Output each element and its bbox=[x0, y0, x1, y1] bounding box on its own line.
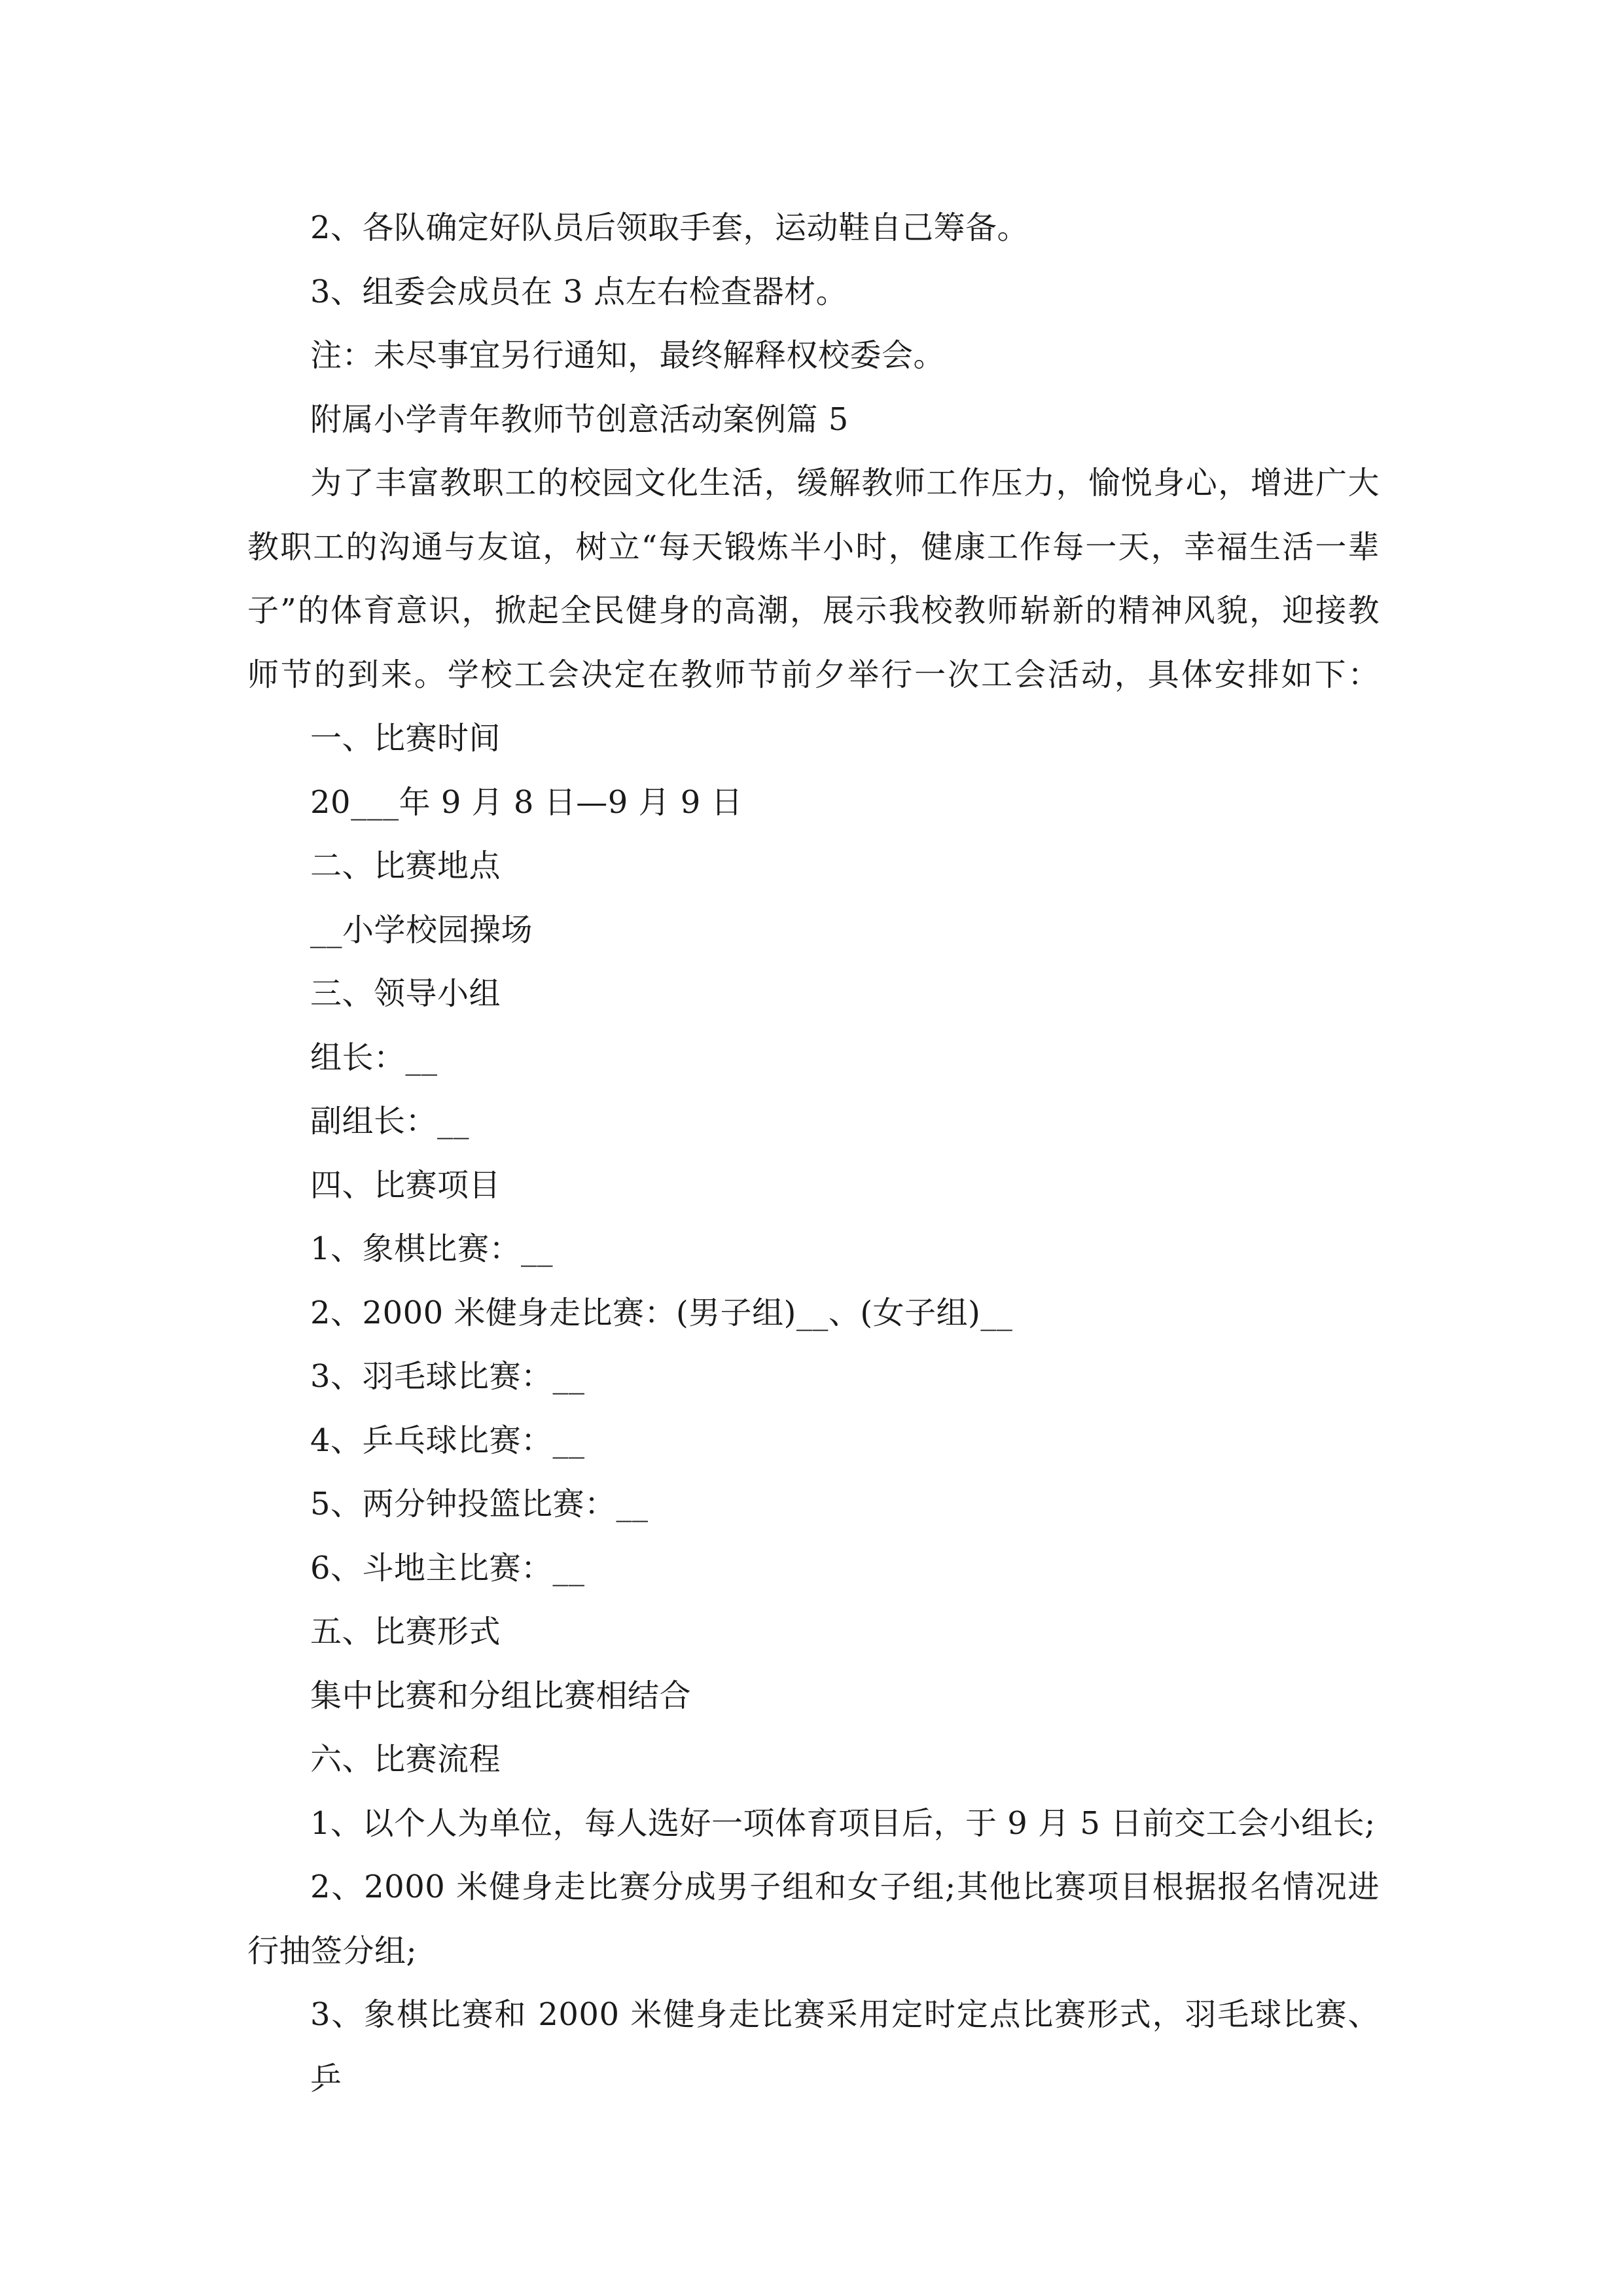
document-body bbox=[247, 196, 1380, 2097]
text-line: 3、羽毛球比赛：__ bbox=[310, 1358, 585, 1395]
text-line: 三、领导小组 bbox=[310, 975, 501, 1012]
text-line: 六、比赛流程 bbox=[310, 1741, 501, 1778]
text-line: 2、各队确定好队员后领取手套，运动鞋自己筹备。 bbox=[310, 209, 1029, 246]
text-line: 1、象棋比赛：__ bbox=[310, 1230, 554, 1267]
text-line: 二、比赛地点 bbox=[310, 848, 501, 884]
text-line: 教职工的沟通与友谊，树立“每天锻炼半小时，健康工作每一天，幸福生活一辈 bbox=[247, 528, 1380, 565]
text-line: 6、斗地主比赛：__ bbox=[310, 1549, 585, 1587]
text-line: 4、乒乓球比赛：__ bbox=[310, 1422, 585, 1459]
text-line: 附属小学青年教师节创意活动案例篇 5 bbox=[310, 401, 849, 438]
text-line: 五、比赛形式 bbox=[310, 1613, 501, 1650]
text-line: 3、象棋比赛和 2000 米健身走比赛采用定时定点比赛形式，羽毛球比赛、乒 bbox=[310, 1996, 1380, 2097]
text-line: 为了丰富教职工的校园文化生活，缓解教师工作压力，愉悦身心，增进广大 bbox=[310, 465, 1380, 501]
text-line: 组长：__ bbox=[310, 1039, 438, 1076]
text-line: 师节的到来。学校工会决定在教师节前夕举行一次工会活动，具体安排如下： bbox=[247, 656, 1380, 693]
text-line: 集中比赛和分组比赛相结合 bbox=[310, 1677, 692, 1714]
text-line: 副组长：__ bbox=[310, 1103, 470, 1139]
text-line: 注：未尽事宜另行通知，最终解释权校委会。 bbox=[310, 337, 946, 374]
text-line: 2、2000 米健身走比赛分成男子组和女子组;其他比赛项目根据报名情况进 bbox=[310, 1869, 1380, 1905]
text-line: 一、比赛时间 bbox=[310, 720, 501, 757]
text-line: 行抽签分组; bbox=[247, 1932, 418, 1969]
text-line: 2、2000 米健身走比赛：(男子组)__、(女子组)__ bbox=[310, 1294, 1013, 1331]
text-line: 5、两分钟投篮比赛：__ bbox=[310, 1486, 649, 1522]
text-line: 1、以个人为单位，每人选好一项体育项目后，于 9 月 5 日前交工会小组长; bbox=[310, 1804, 1376, 1842]
text-line: 3、组委会成员在 3 点左右检查器材。 bbox=[310, 273, 848, 310]
text-line: __小学校园操场 bbox=[310, 911, 533, 948]
text-line: 子”的体育意识，掀起全民健身的高潮，展示我校教师崭新的精神风貌，迎接教 bbox=[247, 592, 1380, 629]
text-line: 20___年 9 月 8 日—9 月 9 日 bbox=[310, 783, 743, 821]
text-line: 四、比赛项目 bbox=[310, 1166, 501, 1204]
